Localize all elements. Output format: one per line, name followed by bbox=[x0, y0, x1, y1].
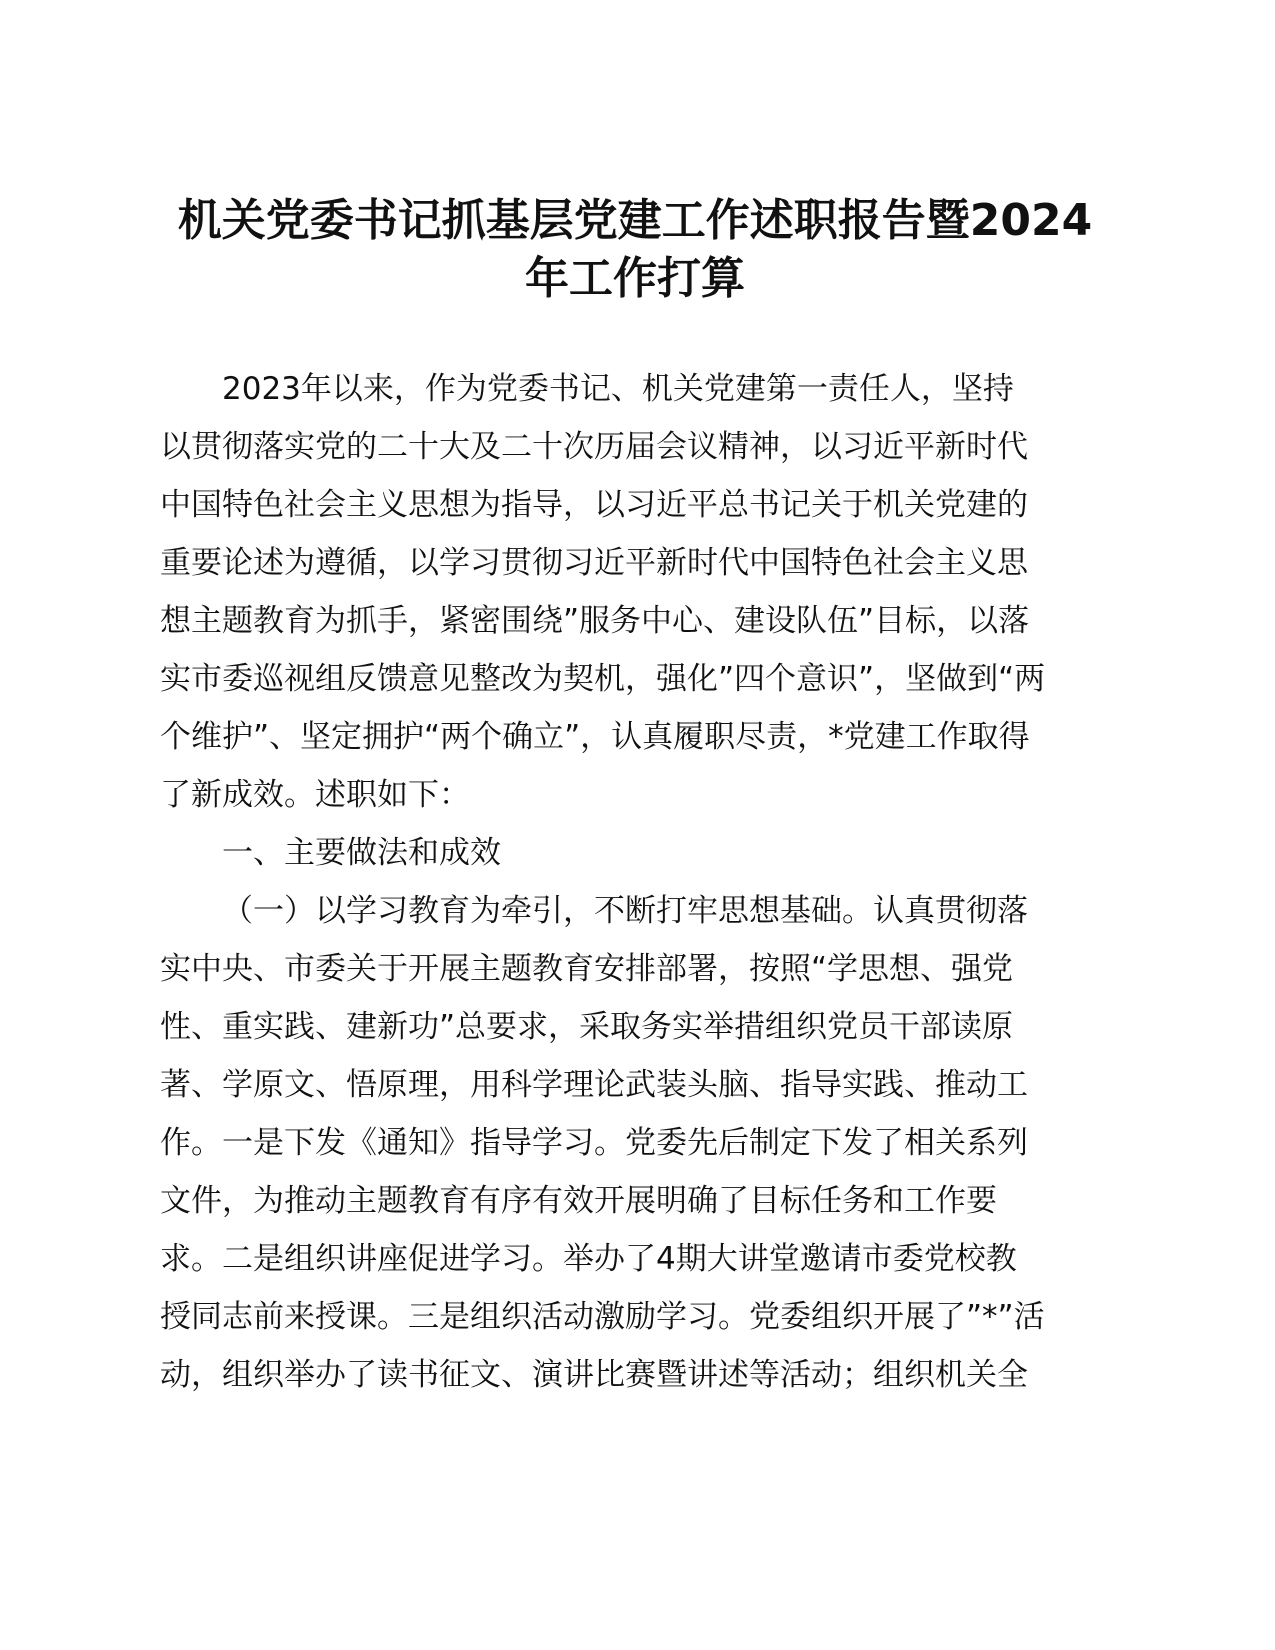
paragraph-section-line: 授同志前来授课。三是组织活动激励学习。党委组织开展了”*”活 bbox=[160, 1299, 1045, 1335]
paragraph-section-line: 性、重实践、建新功”总要求，采取务实举措组织党员干部读原 bbox=[160, 1009, 1014, 1045]
paragraph-section-line: 文件，为推动主题教育有序有效开展明确了目标任务和工作要 bbox=[160, 1183, 997, 1219]
section-heading: 一、主要做法和成效 bbox=[222, 835, 501, 871]
paragraph-intro-line: 了新成效。述职如下： bbox=[160, 777, 470, 813]
paragraph-intro-line: 实市委巡视组反馈意见整改为契机，强化”四个意识”，坚做到“两 bbox=[160, 661, 1046, 697]
paragraph-intro-line: 2023年以来，作为党委书记、机关党建第一责任人，坚持 bbox=[222, 371, 1014, 407]
paragraph-intro-line: 中国特色社会主义思想为指导，以习近平总书记关于机关党建的 bbox=[160, 487, 1028, 523]
document-title bbox=[160, 192, 1110, 308]
paragraph-intro-line: 重要论述为遵循，以学习贯彻习近平新时代中国特色社会主义思 bbox=[160, 545, 1028, 581]
paragraph-section-line: 求。二是组织讲座促进学习。举办了4期大讲堂邀请市委党校教 bbox=[160, 1241, 1017, 1277]
paragraph-section-line: 著、学原文、悟原理，用科学理论武装头脑、指导实践、推动工 bbox=[160, 1067, 1028, 1103]
paragraph-intro-line: 想主题教育为抓手，紧密围绕”服务中心、建设队伍”目标，以落 bbox=[160, 603, 1030, 639]
title-line-1: 机关党委书记抓基层党建工作述职报告暨2024 bbox=[177, 195, 1093, 246]
document-body bbox=[160, 360, 1110, 1404]
paragraph-section-line: 实中央、市委关于开展主题教育安排部署，按照“学思想、强党 bbox=[160, 951, 1014, 987]
paragraph-section-line: （一）以学习教育为牵引，不断打牢思想基础。认真贯彻落 bbox=[222, 893, 1028, 929]
paragraph-section-line: 作。一是下发《通知》指导学习。党委先后制定下发了相关系列 bbox=[160, 1125, 1028, 1161]
paragraph-section-line: 动，组织举办了读书征文、演讲比赛暨讲述等活动；组织机关全 bbox=[160, 1357, 1028, 1393]
title-line-2: 年工作打算 bbox=[525, 253, 745, 304]
paragraph-intro-line: 以贯彻落实党的二十大及二十次历届会议精神，以习近平新时代 bbox=[160, 429, 1028, 465]
paragraph-intro-line: 个维护”、坚定拥护“两个确立”，认真履职尽责，*党建工作取得 bbox=[160, 719, 1030, 755]
